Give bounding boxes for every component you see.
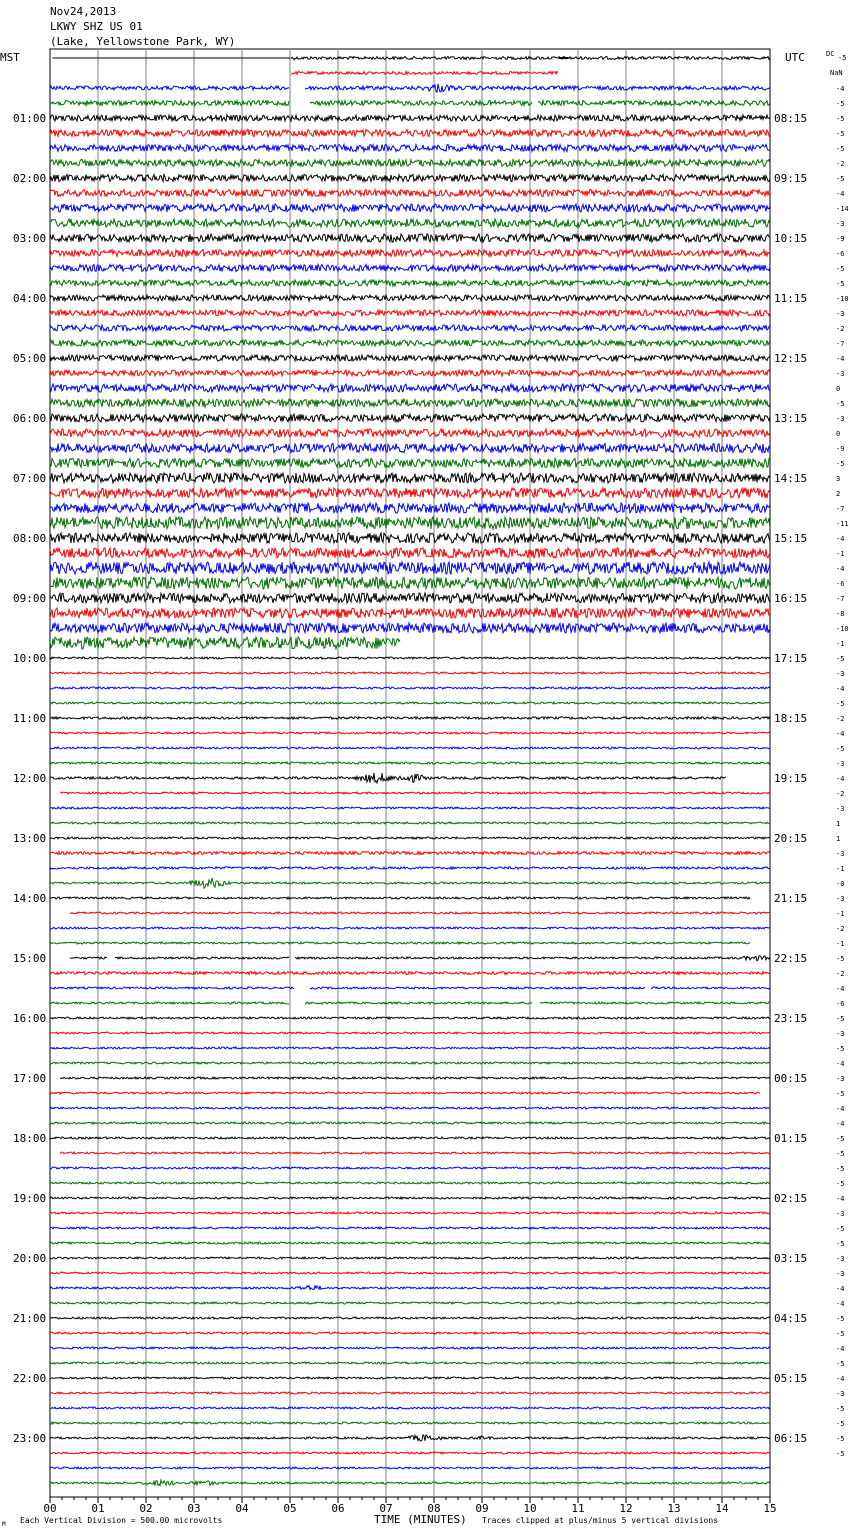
hour-label-left: 16:00: [13, 1012, 47, 1025]
hour-label-right: 21:15: [774, 892, 808, 905]
dc-offset-label: -4: [836, 565, 845, 573]
dc-offset-label: -3: [836, 1210, 845, 1218]
axis-labels: [13, 85, 849, 1515]
dc-offset-label: -9: [836, 235, 845, 243]
seismic-trace: [60, 1077, 770, 1079]
header-station: LKWY SHZ US 01: [50, 20, 143, 33]
seismic-trace: [50, 1242, 770, 1244]
seismic-trace: [50, 1182, 770, 1184]
seismic-trace: [50, 1302, 770, 1304]
hour-label-right: 16:15: [774, 592, 808, 605]
seismic-trace: [50, 577, 770, 589]
seismic-trace: [50, 1480, 770, 1486]
x-tick-label: 05: [283, 1502, 297, 1515]
seismic-trace: [50, 1435, 770, 1441]
seismic-trace: [50, 84, 770, 92]
seismic-trace: [50, 878, 770, 888]
dc-offset-label: -5: [836, 1405, 845, 1413]
seismic-trace: [50, 370, 770, 376]
seismic-trace: [60, 792, 770, 794]
hour-label-left: 18:00: [13, 1132, 47, 1145]
seismic-trace: [50, 852, 770, 855]
seismic-trace: [50, 1272, 770, 1274]
dc-offset-label: -4: [836, 1300, 845, 1308]
dc-offset-label: -14: [836, 205, 849, 213]
seismic-trace: [50, 355, 770, 361]
dc-offset-label: -1: [836, 910, 845, 918]
dc-offset-label: -3: [836, 850, 845, 858]
seismic-trace: [50, 927, 770, 929]
hour-label-right: 19:15: [774, 772, 808, 785]
hour-label-right: 17:15: [774, 652, 808, 665]
hour-label-right: 13:15: [774, 412, 808, 425]
dc-offset-label: -5: [836, 1015, 845, 1023]
dc-value: -5: [838, 54, 847, 62]
seismic-trace: [50, 1137, 770, 1139]
dc-offset-label: -2: [836, 790, 845, 798]
hour-label-right: 09:15: [774, 172, 808, 185]
hour-label-left: 11:00: [13, 712, 47, 725]
hour-label-right: 20:15: [774, 832, 808, 845]
dc-offset-label: 3: [836, 475, 841, 483]
dc-offset-label: -5: [836, 1420, 845, 1428]
hour-label-left: 06:00: [13, 412, 47, 425]
dc-offset-label: -7: [836, 595, 845, 603]
dc-offset-label: -3: [836, 1390, 845, 1398]
seismic-trace: [60, 1152, 770, 1154]
seismic-trace: [50, 384, 770, 392]
dc-offset-label: -4: [836, 985, 845, 993]
hour-label-left: 02:00: [13, 172, 47, 185]
seismic-trace: [50, 822, 770, 824]
seismic-trace: [50, 608, 770, 618]
seismic-trace: [50, 1377, 770, 1379]
seismic-trace: [50, 747, 770, 749]
dc-offset-label: -4: [836, 355, 845, 363]
dc-offset-label: -5: [836, 700, 845, 708]
seismic-trace: [50, 593, 770, 603]
dc-offset-label: -0: [836, 880, 845, 888]
hour-label-right: 05:15: [774, 1372, 808, 1385]
seismic-trace: [50, 1422, 770, 1424]
dc-offset-label: -5: [836, 955, 845, 963]
dc-offset-label: 1: [836, 820, 841, 828]
seismic-trace: [50, 1032, 770, 1034]
dc-offset-label: -4: [836, 190, 845, 198]
hour-label-right: 11:15: [774, 292, 808, 305]
seismic-traces: [50, 57, 770, 1486]
seismic-trace: [50, 234, 770, 242]
seismic-trace: [50, 1347, 770, 1349]
header-date: Nov24,2013: [50, 5, 117, 18]
right-timezone-label: UTC: [785, 51, 805, 64]
dc-offset-label: -4: [836, 1345, 845, 1353]
dc-offset-label: -10: [836, 625, 849, 633]
seismic-trace: [50, 1107, 770, 1109]
dc-offset-label: -3: [836, 1030, 845, 1038]
seismic-trace: [50, 1317, 770, 1319]
seismic-trace: [50, 1407, 770, 1409]
corner-mark: M: [2, 1521, 6, 1528]
hour-label-left: 14:00: [13, 892, 47, 905]
seismic-trace: [50, 503, 770, 513]
seismic-trace: [50, 488, 770, 498]
dc-offset-label: -3: [836, 670, 845, 678]
seismic-trace: [50, 1002, 770, 1004]
hour-label-left: 10:00: [13, 652, 47, 665]
x-tick-label: 04: [235, 1502, 249, 1515]
hour-label-left: 04:00: [13, 292, 47, 305]
hour-label-left: 21:00: [13, 1312, 47, 1325]
seismic-trace: [50, 1227, 770, 1229]
dc-offset-label: -3: [836, 895, 845, 903]
seismic-trace: [50, 101, 770, 106]
dc-offset-label: -2: [836, 970, 845, 978]
x-tick-label: 01: [91, 1502, 105, 1515]
seismic-trace: [50, 429, 770, 437]
dc-offset-label: -5: [836, 145, 845, 153]
x-tick-label: 07: [379, 1502, 393, 1515]
seismic-trace: [50, 473, 770, 483]
clip-note: Traces clipped at plus/minus 5 vertical divisions: [482, 1516, 719, 1525]
hour-label-right: 14:15: [774, 472, 808, 485]
dc-offset-label: -2: [836, 715, 845, 723]
dc-offset-label: -8: [836, 610, 845, 618]
hour-label-right: 02:15: [774, 1192, 808, 1205]
hour-label-right: 03:15: [774, 1252, 808, 1265]
dc-offset-label: -3: [836, 805, 845, 813]
seismic-trace: [50, 1392, 770, 1394]
hour-label-left: 05:00: [13, 352, 47, 365]
x-tick-label: 09: [475, 1502, 489, 1515]
hour-label-left: 03:00: [13, 232, 47, 245]
dc-offset-label: -5: [836, 1330, 845, 1338]
dc-offset-label: -11: [836, 520, 849, 528]
seismic-trace: [50, 762, 770, 764]
dc-offset-label: -3: [836, 760, 845, 768]
dc-offset-label: -3: [836, 310, 845, 318]
dc-offset-label: -4: [836, 1120, 845, 1128]
dc-offset-label: -7: [836, 340, 845, 348]
dc-offset-label: -5: [836, 280, 845, 288]
seismic-trace: [50, 1017, 770, 1019]
seismic-trace: [50, 204, 770, 212]
dc-label: DC: [826, 50, 835, 58]
x-tick-label: 08: [427, 1502, 441, 1515]
x-tick-label: 06: [331, 1502, 345, 1515]
dc-offset-label: -5: [836, 1135, 845, 1143]
dc-offset-label: -5: [836, 130, 845, 138]
seismic-trace: [50, 717, 770, 719]
seismic-trace: [50, 533, 770, 543]
seismic-trace: [50, 1286, 770, 1290]
hour-label-left: 19:00: [13, 1192, 47, 1205]
header-location: (Lake, Yellowstone Park, WY): [50, 35, 236, 48]
seismic-trace: [50, 219, 770, 227]
x-tick-label: 00: [43, 1502, 57, 1515]
dc-offset-label: -4: [836, 85, 845, 93]
hour-label-left: 08:00: [13, 532, 47, 545]
seismic-trace: [50, 250, 770, 257]
seismic-trace: [50, 1362, 770, 1364]
dc-offset-label: -1: [836, 640, 845, 648]
dc-offset-label: -5: [836, 1360, 845, 1368]
dc-offset-label: -4: [836, 1105, 845, 1113]
dc-offset-label: -4: [836, 1195, 845, 1203]
seismic-trace: [50, 399, 770, 407]
dc-offset-label: -5: [836, 1045, 845, 1053]
dc-offset-label: 2: [836, 490, 841, 498]
dc-offset-label: -4: [836, 685, 845, 693]
dc-offset-label: -5: [836, 1150, 845, 1158]
dc-offset-label: -5: [836, 1165, 845, 1173]
dc-offset-label: -4: [836, 1285, 845, 1293]
x-tick-label: 14: [715, 1502, 729, 1515]
hour-label-right: 22:15: [774, 952, 808, 965]
dc-offset-label: -6: [836, 1000, 845, 1008]
hour-label-left: 13:00: [13, 832, 47, 845]
dc-offset-label: -5: [836, 1225, 845, 1233]
seismic-trace: [50, 1167, 770, 1169]
seismic-trace: [70, 912, 770, 914]
x-tick-label: 11: [571, 1502, 585, 1515]
seismic-trace: [50, 1122, 770, 1124]
seismic-trace: [50, 340, 770, 346]
seismic-trace: [50, 265, 770, 272]
dc-offset-label: -6: [836, 250, 845, 258]
seismic-trace: [50, 773, 726, 783]
scale-note: Each Vertical Division = 500.00 microvolts: [20, 1516, 223, 1525]
dc-offset-label: -6: [836, 580, 845, 588]
dc-offset-label: -5: [836, 1450, 845, 1458]
seismic-trace: [50, 1452, 770, 1454]
dc-offset-label: -1: [836, 940, 845, 948]
dc-offset-label: -5: [836, 175, 845, 183]
dc-offset-label: 0: [836, 430, 841, 438]
hour-label-left: 01:00: [13, 112, 47, 125]
dc-offset-label: -1: [836, 550, 845, 558]
seismic-trace: [50, 732, 770, 734]
seismic-trace: [50, 130, 770, 137]
dc-offset-label: -3: [836, 220, 845, 228]
hour-label-left: 15:00: [13, 952, 47, 965]
seismic-trace: [50, 280, 770, 286]
hour-label-right: 00:15: [774, 1072, 808, 1085]
seismic-trace: [50, 310, 770, 316]
dc-offset-label: -5: [836, 655, 845, 663]
seismic-trace: [50, 444, 770, 453]
dc-offset-label: -5: [836, 265, 845, 273]
hour-label-right: 12:15: [774, 352, 808, 365]
dc-offset-label: -5: [836, 460, 845, 468]
seismic-trace: [50, 987, 770, 989]
hour-label-right: 23:15: [774, 1012, 808, 1025]
seismic-trace: [50, 702, 770, 704]
seismic-trace: [50, 414, 770, 422]
left-timezone-label: MST: [0, 51, 20, 64]
dc-offset-label: -4: [836, 535, 845, 543]
seismic-trace: [50, 459, 770, 468]
seismic-trace: [50, 623, 770, 633]
x-tick-label: 02: [139, 1502, 153, 1515]
dc-offset-label: -5: [836, 745, 845, 753]
hour-label-left: 20:00: [13, 1252, 47, 1265]
hour-label-left: 12:00: [13, 772, 47, 785]
seismic-trace: [50, 325, 770, 331]
seismic-trace: [70, 956, 770, 961]
seismic-trace: [50, 657, 770, 659]
dc-offset-label: 1: [836, 835, 841, 843]
hour-label-left: 22:00: [13, 1372, 47, 1385]
hour-label-right: 04:15: [774, 1312, 808, 1325]
hour-label-left: 07:00: [13, 472, 47, 485]
x-axis-title: TIME (MINUTES): [374, 1513, 467, 1526]
seismic-trace: [50, 637, 400, 649]
seismic-trace: [50, 867, 770, 869]
dc-offset-label: -5: [836, 1315, 845, 1323]
seismic-trace: [50, 548, 770, 558]
dc-offset-label: -9: [836, 445, 845, 453]
seismic-trace: [50, 175, 770, 182]
dc-offset-label: -4: [836, 1060, 845, 1068]
x-tick-label: 15: [763, 1502, 777, 1515]
dc-offset-label: -3: [836, 415, 845, 423]
dc-offset-label: -1: [836, 865, 845, 873]
seismic-trace: [50, 517, 770, 529]
seismic-trace: [50, 672, 770, 674]
dc-offset-label: -4: [836, 775, 845, 783]
hour-label-right: 08:15: [774, 112, 808, 125]
x-tick-label: 10: [523, 1502, 537, 1515]
seismic-trace: [50, 1467, 770, 1469]
seismic-trace: [50, 190, 770, 197]
dc-offset-label: 0: [836, 385, 841, 393]
seismic-trace: [50, 1092, 760, 1094]
seismic-trace: [50, 972, 770, 975]
seismic-trace: [50, 837, 770, 839]
hour-label-right: 15:15: [774, 532, 808, 545]
seismic-trace: [50, 1062, 770, 1064]
dc-offset-label: -4: [836, 1375, 845, 1383]
hour-label-right: 06:15: [774, 1432, 808, 1445]
plot-frame: [50, 49, 770, 1497]
hour-label-right: 18:15: [774, 712, 808, 725]
dc-offset-label: -5: [836, 400, 845, 408]
hour-label-left: 09:00: [13, 592, 47, 605]
seismic-trace: [50, 1257, 770, 1259]
dc-offset-label: -3: [836, 370, 845, 378]
hour-label-right: 01:15: [774, 1132, 808, 1145]
dc-offset-label: -5: [836, 100, 845, 108]
dc-offset-label: -5: [836, 1435, 845, 1443]
seismic-trace: [50, 115, 770, 121]
seismic-trace: [50, 687, 770, 689]
seismic-trace: [50, 145, 770, 152]
seismic-trace: [50, 1197, 770, 1199]
dc-offset-label: -10: [836, 295, 849, 303]
seismic-trace: [50, 942, 750, 944]
x-tick-label: 13: [667, 1502, 681, 1515]
hour-label-left: 23:00: [13, 1432, 47, 1445]
dc-offset-label: -5: [836, 1180, 845, 1188]
dc-offset-label: -5: [836, 115, 845, 123]
seismic-trace: [50, 807, 770, 809]
dc-offset-label: -5: [836, 1240, 845, 1248]
dc-offset-label: -3: [836, 1075, 845, 1083]
dc-offset-label: -2: [836, 325, 845, 333]
nan-label: NaN: [830, 69, 843, 77]
x-tick-label: 12: [619, 1502, 633, 1515]
x-tick-label: 03: [187, 1502, 201, 1515]
dc-offset-label: -2: [836, 160, 845, 168]
dc-offset-label: -7: [836, 505, 845, 513]
seismic-trace: [50, 562, 770, 574]
dc-offset-label: -2: [836, 925, 845, 933]
seismic-trace: [50, 295, 770, 301]
dc-offset-label: -3: [836, 1270, 845, 1278]
seismic-trace: [50, 160, 770, 167]
dc-offset-label: -5: [836, 1090, 845, 1098]
seismic-trace: [50, 897, 750, 899]
seismic-trace: [50, 1212, 770, 1214]
hour-label-left: 17:00: [13, 1072, 47, 1085]
dc-offset-label: -4: [836, 730, 845, 738]
dc-offset-label: -3: [836, 1255, 845, 1263]
seismic-trace: [50, 1047, 770, 1049]
seismic-trace: [291, 72, 558, 75]
hour-label-right: 10:15: [774, 232, 808, 245]
seismic-trace: [50, 1332, 770, 1334]
